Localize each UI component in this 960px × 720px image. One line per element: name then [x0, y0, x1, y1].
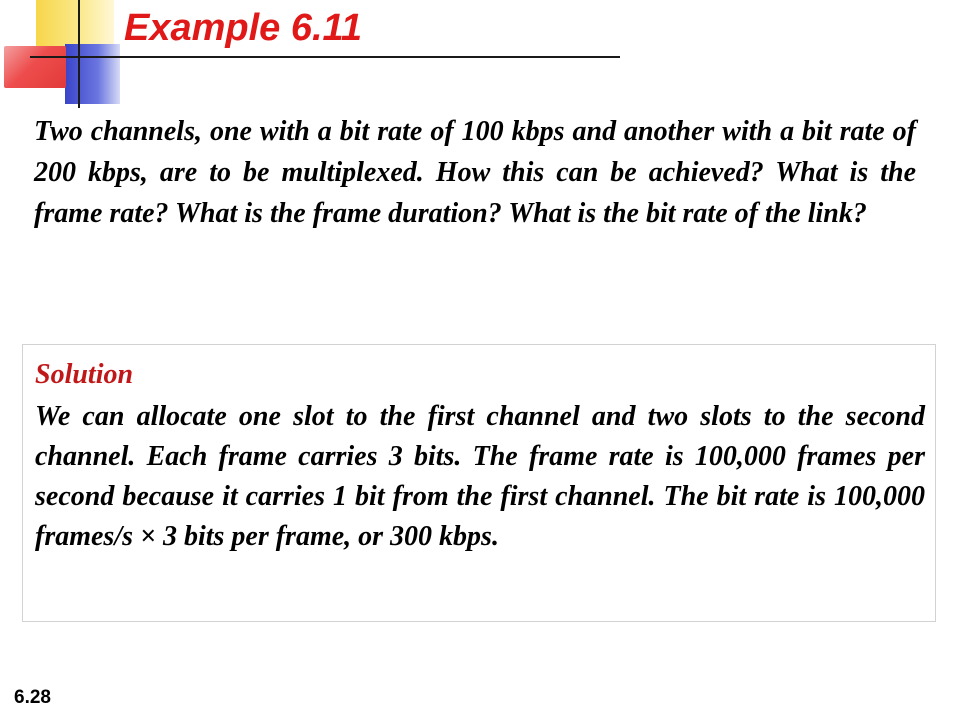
logo-vertical-line: [78, 0, 80, 108]
corner-logo-decoration: [0, 0, 130, 110]
question-text: Two channels, one with a bit rate of 100 kbps and another with a bit rate of 200 kbps, are to be multiplexed. How this can be achieved? What is the frame rate? What is the frame duration? What is the bit rate of the link?: [34, 116, 916, 229]
solution-box: [22, 344, 936, 622]
slide-title: Example 6.11: [124, 7, 363, 49]
title-underline-rule: [30, 56, 620, 58]
page-number: 6.28: [14, 687, 51, 708]
solution-text: We can allocate one slot to the first channel and two slots to the second channel. Each frame carries 3 bits. The frame rate is 100,000 frames per second because it carries 1 bit from the first channel. The bit rate is 100,000 frames/s × 3 bits per frame, or 300 kbps.: [35, 401, 925, 552]
logo-blue-square: [65, 44, 120, 104]
solution-heading: Solution: [35, 359, 134, 390]
logo-red-square: [4, 46, 66, 88]
